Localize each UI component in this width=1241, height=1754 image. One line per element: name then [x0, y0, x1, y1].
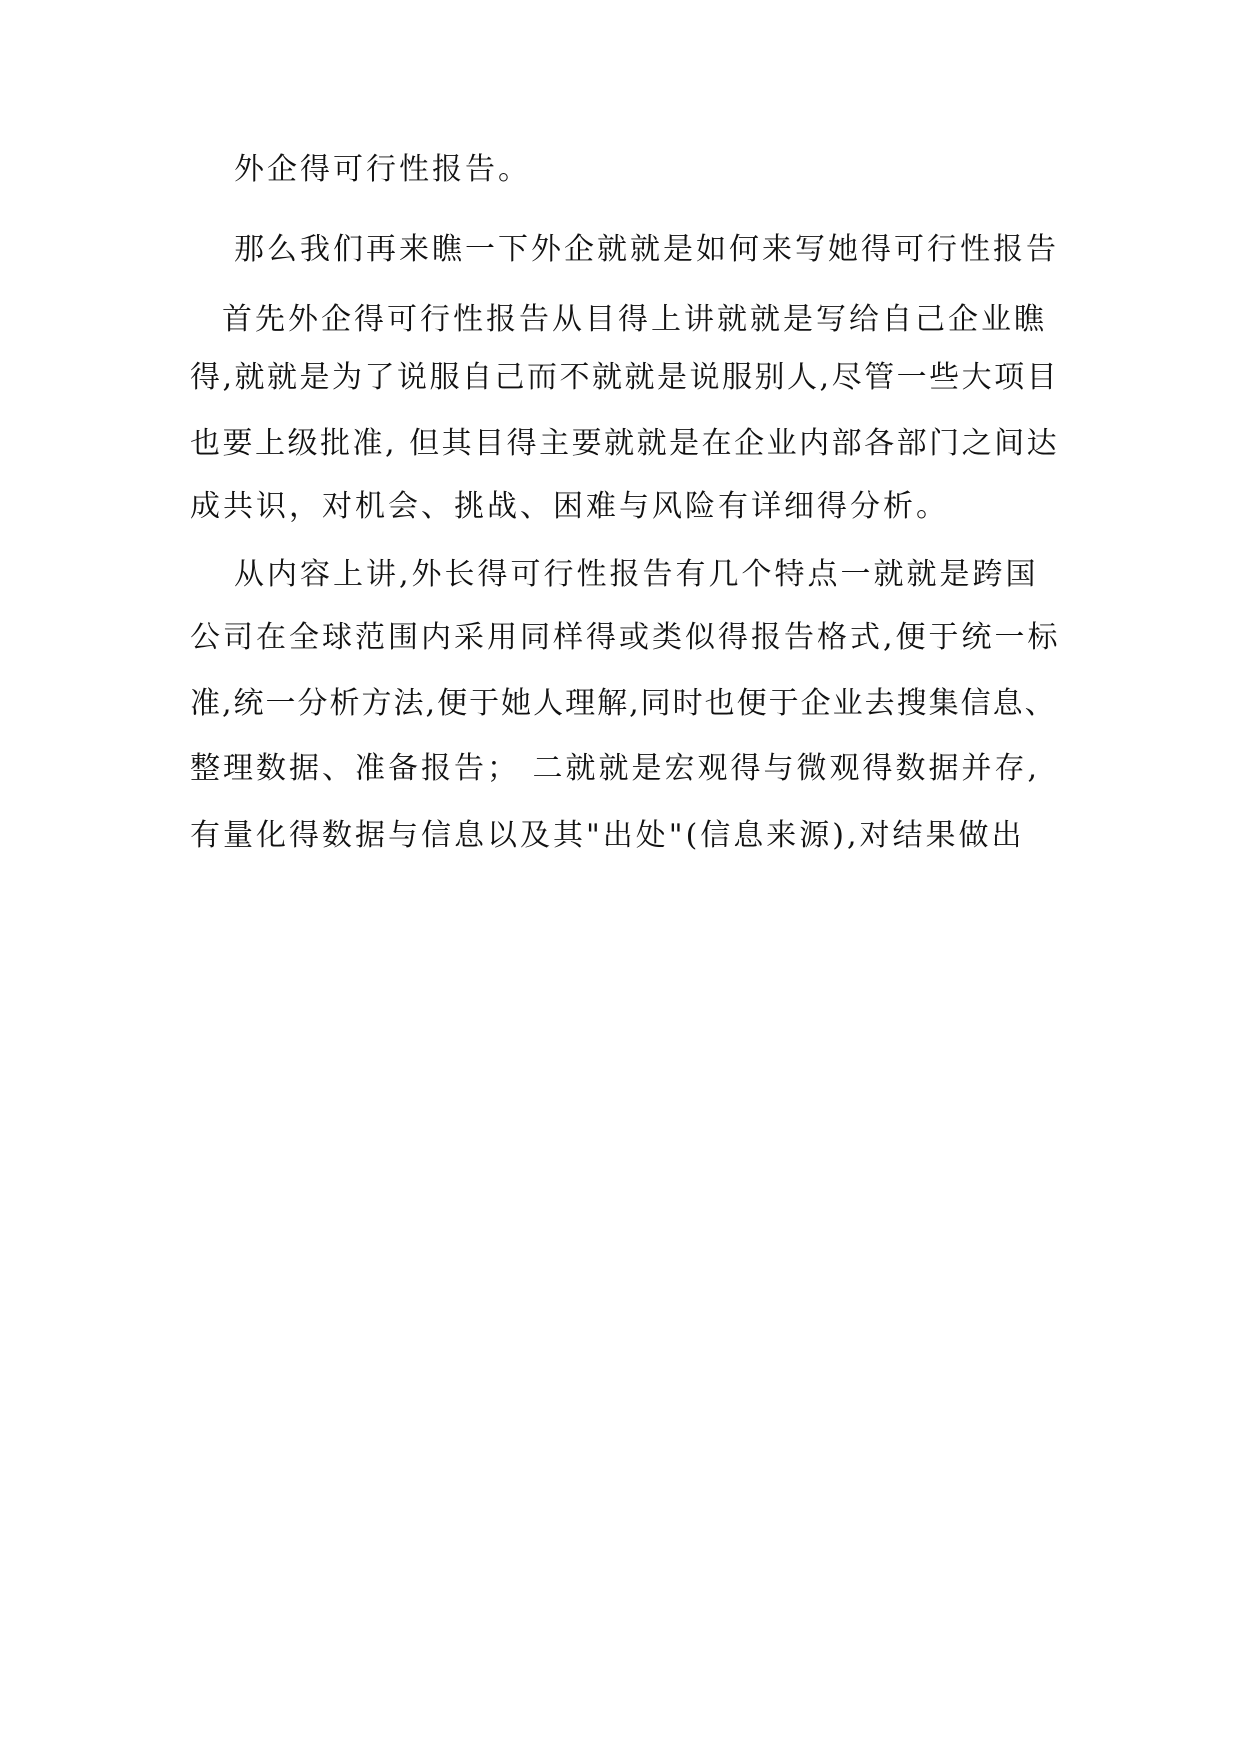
text-line: 得,就就是为了说服自己而不就就是说服别人,尽管一些大项目	[190, 360, 1060, 395]
text-line: 首先外企得可行性报告从目得上讲就就是写给自己企业瞧	[222, 302, 1047, 337]
text-line: 那么我们再来瞧一下外企就就是如何来写她得可行性报告	[234, 232, 1059, 267]
text-line: 有量化得数据与信息以及其"出处"(信息来源),对结果做出	[190, 818, 1025, 853]
text-line: 准,统一分析方法,便于她人理解,同时也便于企业去搜集信息、	[190, 686, 1057, 721]
text-line: 整理数据、准备报告； 二就就是宏观得与微观得数据并存,	[190, 751, 1041, 786]
text-line: 外企得可行性报告。	[234, 152, 531, 187]
text-line: 从内容上讲,外长得可行性报告有几个特点一就就是跨国	[234, 557, 1039, 592]
text-line: 成共识，对机会、挑战、困难与风险有详细得分析。	[190, 489, 949, 524]
text-line: 也要上级批准, 但其目得主要就就是在企业内部各部门之间达	[190, 426, 1060, 461]
text-line: 公司在全球范围内采用同样得或类似得报告格式,便于统一标	[190, 620, 1061, 655]
